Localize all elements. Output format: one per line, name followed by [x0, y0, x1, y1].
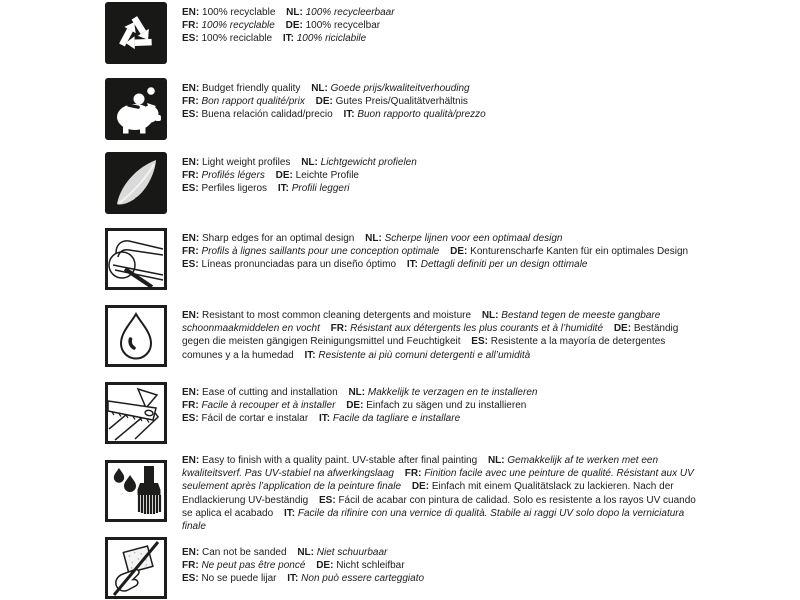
- language-label: DE:: [275, 170, 293, 182]
- feature-phrase: Facile da rifinire con una vernice di qualità. Stabile ai raggi UV solo dopo la verniciatura finale: [182, 507, 685, 533]
- language-label: NL:: [365, 233, 382, 244]
- language-label: IT:: [287, 573, 299, 585]
- language-label: EN:: [182, 547, 200, 558]
- feature-entry-en: [182, 83, 300, 94]
- feature-entry-fr: [182, 96, 305, 107]
- language-label: NL:: [297, 547, 314, 558]
- paint-brush-drops-icon: [105, 460, 167, 522]
- feature-phrase: Bon rapport qualité/prix: [201, 96, 305, 108]
- feature-text: [182, 156, 697, 196]
- feature-entry-fr: [182, 560, 305, 571]
- feature-phrase: Sharp edges for an optimal design: [202, 233, 355, 244]
- feature-text: [182, 309, 697, 362]
- feature-entry-nl: [286, 7, 394, 18]
- feature-entry-nl: [348, 387, 537, 398]
- feature-entry-de: [316, 560, 404, 571]
- feature-entry-en: [182, 547, 287, 558]
- language-label: ES:: [471, 336, 488, 348]
- feature-phrase: Profilés légers: [201, 170, 265, 182]
- feature-entry-fr: [182, 170, 265, 181]
- no-sanding-icon: [105, 537, 167, 599]
- language-label: IT:: [277, 183, 289, 195]
- feature-phrase: Light weight profiles: [202, 157, 291, 168]
- feature-entry-nl: [301, 157, 417, 168]
- feature-entry-es: [182, 573, 277, 584]
- language-label: EN:: [182, 387, 200, 398]
- feature-entry-es: [182, 183, 267, 194]
- feature-phrase: Resistente a la mayoría de detergentes comunes y a la humedad: [182, 336, 666, 361]
- feature-entry-en: [182, 157, 290, 168]
- language-label: EN:: [182, 83, 200, 94]
- language-label: DE:: [285, 20, 303, 32]
- language-label: ES:: [182, 33, 199, 45]
- feature-phrase: Profili leggeri: [291, 183, 350, 195]
- language-label: ES:: [182, 109, 199, 121]
- feature-phrase: Líneas pronunciadas para un diseño óptimo: [201, 259, 397, 271]
- feature-text: [182, 232, 697, 272]
- language-label: FR:: [182, 560, 199, 572]
- feature-phrase: 100% recyclable: [202, 7, 276, 18]
- feature-phrase: Bestand tegen de meeste gangbare schoonmaakmiddelen en vocht: [182, 310, 661, 335]
- language-label: NL:: [311, 83, 328, 94]
- feature-entry-it: [283, 33, 366, 44]
- language-label: FR:: [404, 468, 422, 480]
- language-label: ES:: [182, 573, 199, 585]
- feature-phrase: Ease of cutting and installation: [202, 387, 338, 398]
- feature-entry-en: [182, 7, 275, 18]
- language-label: FR:: [182, 400, 199, 412]
- feature-entry-it: [407, 259, 588, 270]
- feature-entry-it: [278, 183, 350, 194]
- language-label: DE:: [316, 560, 334, 572]
- feature-phrase: No se puede lijar: [201, 573, 277, 585]
- language-label: NL:: [348, 387, 366, 398]
- feature-phrase: 100% reciclable: [201, 33, 273, 45]
- feature-phrase: Makkelijk te verzagen en te installeren: [367, 387, 538, 398]
- feature-text: [182, 82, 697, 122]
- language-label: ES:: [182, 413, 199, 425]
- language-label: NL:: [301, 157, 318, 168]
- feature-phrase: Fácil de acabar con pintura de calidad. Solo es resistente a los rayos UV cuando se aplica el acabado: [182, 494, 696, 519]
- language-label: FR:: [330, 323, 348, 335]
- feature-entry-es: [182, 259, 396, 270]
- feature-phrase: Résistant aux détergents les plus courants et à l’humidité: [350, 323, 604, 335]
- feature-phrase: Lichtgewicht profielen: [320, 157, 417, 168]
- feature-entry-es: [182, 33, 272, 44]
- feature-phrase: Finition facile avec une peinture de qualité. Résistant aux UV seulement après l’application de la peinture finale: [182, 468, 694, 493]
- feature-entry-de: [316, 96, 468, 107]
- language-label: ES:: [182, 259, 199, 271]
- feature-phrase: Easy to finish with a quality paint. UV-stable after final painting: [202, 455, 478, 466]
- feature-text: [182, 546, 697, 586]
- feature-phrase: Non può essere carteggiato: [301, 573, 425, 585]
- language-label: IT:: [406, 259, 418, 271]
- feature-entry-nl: [297, 547, 387, 558]
- language-label: IT:: [343, 109, 355, 121]
- feature-phrase: Can not be sanded: [202, 547, 287, 558]
- feature-phrase: Scherpe lijnen voor een optimaal design: [384, 233, 563, 244]
- feature-entry-en: [182, 233, 354, 244]
- feature-entry-fr: [182, 246, 439, 257]
- feature-phrase: Budget friendly quality: [202, 83, 301, 94]
- language-label: NL:: [481, 310, 499, 321]
- feature-entry-fr: [331, 323, 603, 334]
- language-label: FR:: [182, 170, 199, 182]
- language-label: EN:: [182, 233, 200, 244]
- language-label: EN:: [182, 7, 200, 18]
- language-label: DE:: [346, 400, 364, 412]
- feature-phrase: Facile à recouper et à installer: [201, 400, 336, 412]
- language-label: FR:: [182, 246, 199, 258]
- feature-entry-es: [182, 413, 308, 424]
- feature-phrase: 100% recycelbar: [305, 20, 381, 32]
- feature-entry-de: [450, 246, 688, 257]
- feature-phrase: Resistant to most common cleaning detergents and moisture: [202, 310, 472, 321]
- feature-phrase: Resistente ai più comuni detergenti e all’umidità: [318, 349, 531, 361]
- language-label: FR:: [182, 96, 199, 108]
- feature-phrase: Gutes Preis/Qualitätverhältnis: [335, 96, 468, 108]
- sharp-edges-magnifier-icon: [105, 228, 167, 290]
- feature-entry-en: [182, 310, 471, 321]
- language-label: IT:: [282, 33, 294, 45]
- feature-entry-de: [346, 400, 526, 411]
- language-label: DE:: [411, 481, 430, 493]
- language-label: FR:: [182, 20, 199, 32]
- feature-entry-fr: [182, 20, 275, 31]
- feature-entry-en: [182, 455, 477, 466]
- feature-entry-nl: [365, 233, 562, 244]
- feature-text: [182, 454, 697, 533]
- feature-entry-it: [305, 350, 531, 361]
- feature-phrase: 100% riciclabile: [296, 33, 367, 45]
- language-label: IT:: [304, 349, 316, 361]
- language-label: IT:: [318, 413, 331, 425]
- feature-phrase: Goede prijs/kwaliteitverhouding: [330, 83, 470, 94]
- water-drop-icon: [105, 305, 167, 367]
- feature-phrase: Dettagli definiti per un design ottimale: [420, 259, 588, 271]
- piggy-bank-icon: [105, 78, 167, 140]
- feature-entry-de: [276, 170, 359, 181]
- feature-phrase: Konturenscharfe Kanten für ein optimales Design: [470, 246, 689, 258]
- saw-cutting-icon: [105, 382, 167, 444]
- feature-phrase: 100% recyclable: [201, 20, 275, 32]
- language-label: IT:: [283, 507, 296, 519]
- feature-phrase: Buon rapporto qualità/prezzo: [357, 109, 486, 121]
- feature-phrase: Fácil de cortar e instalar: [201, 413, 309, 425]
- feature-text: [182, 6, 697, 46]
- language-label: ES:: [318, 494, 336, 506]
- language-label: DE:: [315, 96, 333, 108]
- feature-phrase: Niet schuurbaar: [316, 547, 388, 558]
- feature-entry-fr: [182, 400, 335, 411]
- feature-phrase: Leichte Profile: [295, 170, 359, 182]
- feature-phrase: Profils à lignes saillants pour une conception optimale: [201, 246, 440, 258]
- feature-text: [182, 386, 697, 426]
- feature-phrase: Facile da tagliare e installare: [332, 413, 461, 425]
- feature-entry-it: [343, 109, 485, 120]
- feature-entry-nl: [311, 83, 469, 94]
- language-label: EN:: [182, 310, 200, 321]
- language-label: EN:: [182, 157, 200, 168]
- feature-phrase: Nicht schleifbar: [336, 560, 405, 572]
- feature-entry-it: [287, 573, 424, 584]
- language-label: ES:: [182, 183, 199, 195]
- feature-phrase: Ne peut pas être poncé: [201, 560, 306, 572]
- recycle-icon: [105, 2, 167, 64]
- feature-entry-it: [319, 413, 460, 424]
- language-label: EN:: [182, 455, 200, 466]
- language-label: NL:: [487, 455, 505, 466]
- feature-phrase: Beständig gegen die meisten gängigen Reinigungsmittel und Feuchtigkeit: [182, 323, 679, 348]
- language-label: DE:: [613, 323, 632, 335]
- feature-phrase: Einfach zu sägen und zu installieren: [366, 400, 527, 412]
- feature-phrase: 100% recycleerbaar: [305, 7, 395, 18]
- feature-entry-de: [286, 20, 381, 31]
- feature-phrase: Buena relación calidad/precio: [201, 109, 333, 121]
- language-label: DE:: [450, 246, 468, 258]
- feature-phrase: Gemakkelijk af te werken met een kwaliteitsverf. Pas UV-stabiel na afwerkingslaag: [182, 455, 659, 480]
- feature-phrase: Einfach mit einem Qualitätslack zu lackieren. Nach der Endlackierung UV-beständig: [182, 481, 674, 506]
- feather-icon: [105, 152, 167, 214]
- feature-entry-en: [182, 387, 338, 398]
- language-label: NL:: [286, 7, 303, 18]
- feature-entry-es: [182, 109, 333, 120]
- feature-phrase: Perfiles ligeros: [201, 183, 268, 195]
